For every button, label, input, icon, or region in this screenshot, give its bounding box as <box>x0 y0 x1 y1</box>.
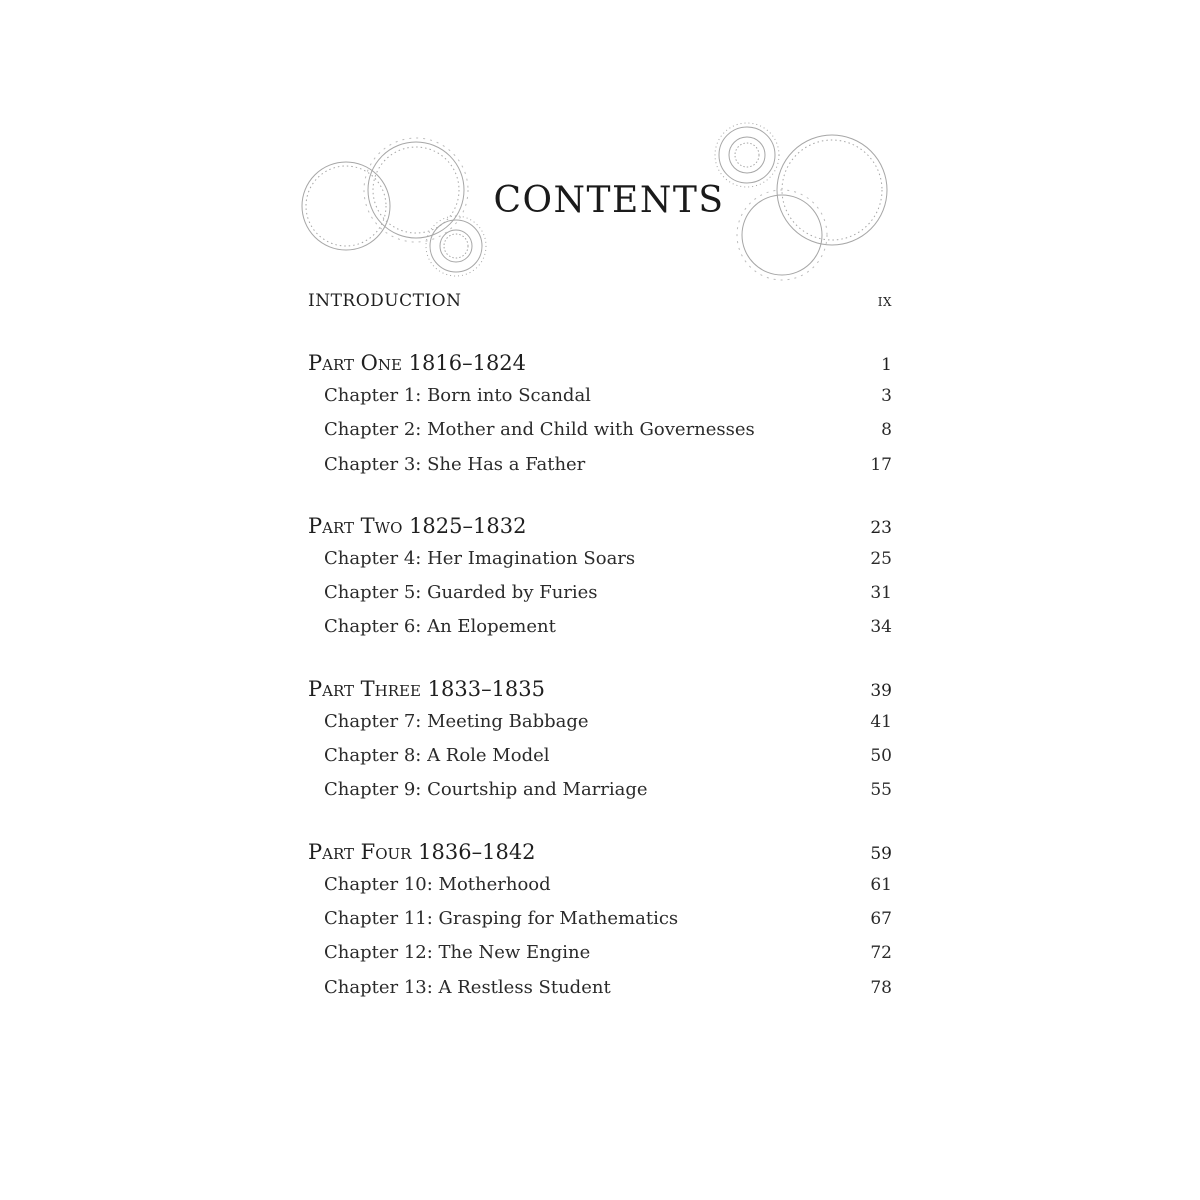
toc-part-row[interactable] <box>308 840 892 874</box>
toc-chapter-row[interactable] <box>308 942 892 976</box>
toc-chapter-row[interactable] <box>308 779 892 813</box>
part-label: Part One 1816–1824 <box>308 351 527 375</box>
toc-chapter-row[interactable] <box>308 711 892 745</box>
toc-part-two <box>308 514 892 651</box>
table-of-contents <box>308 291 892 1011</box>
toc-chapter-row[interactable] <box>308 385 892 419</box>
chapter-page: 55 <box>870 780 892 801</box>
part-page: 1 <box>881 355 892 375</box>
chapter-label: Chapter 3: She Has a Father <box>324 453 586 475</box>
part-label: Part Four 1836–1842 <box>308 839 536 864</box>
toc-chapter-row[interactable] <box>308 616 892 650</box>
toc-chapter-row[interactable] <box>308 977 892 1011</box>
chapter-page: 78 <box>870 977 892 998</box>
toc-part-three <box>308 677 892 814</box>
toc-chapter-row[interactable] <box>308 548 892 582</box>
chapter-label: Chapter 7: Meeting Babbage <box>324 710 589 732</box>
page-title: CONTENTS <box>493 180 725 221</box>
toc-chapter-row[interactable] <box>308 908 892 942</box>
chapter-page: 67 <box>870 908 892 929</box>
chapter-label: Chapter 6: An Elopement <box>324 616 556 638</box>
toc-part-one <box>308 351 892 488</box>
part-label: Part Three 1833–1835 <box>308 676 546 701</box>
chapter-label: Chapter 4: Her Imagination Soars <box>324 547 636 569</box>
chapter-page: 8 <box>881 420 892 441</box>
toc-chapter-row[interactable] <box>308 874 892 908</box>
chapter-label: Chapter 5: Guarded by Furies <box>324 582 598 604</box>
toc-part-row[interactable] <box>308 677 892 711</box>
toc-introduction-label: INTRODUCTION <box>308 291 462 311</box>
toc-chapter-row[interactable] <box>308 419 892 453</box>
toc-part-row[interactable] <box>308 351 892 385</box>
chapter-label: Chapter 8: A Role Model <box>324 745 550 767</box>
toc-part-row[interactable] <box>308 514 892 548</box>
chapter-label: Chapter 13: A Restless Student <box>324 976 611 998</box>
chapter-page: 72 <box>870 943 892 964</box>
chapter-label: Chapter 10: Motherhood <box>324 873 551 895</box>
part-label: Part Two 1825–1832 <box>308 513 527 538</box>
chapter-page: 3 <box>881 386 892 406</box>
chapter-page: 31 <box>870 583 892 604</box>
toc-introduction-row[interactable] <box>308 291 892 325</box>
part-page: 23 <box>870 517 892 538</box>
chapter-page: 25 <box>870 548 892 569</box>
chapter-page: 50 <box>870 746 892 767</box>
chapter-page: 41 <box>870 711 892 732</box>
part-page: 59 <box>870 843 892 864</box>
toc-chapter-row[interactable] <box>308 582 892 616</box>
chapter-page: 61 <box>870 874 892 895</box>
chapter-label: Chapter 11: Grasping for Mathematics <box>324 907 679 929</box>
chapter-page: 17 <box>870 454 892 475</box>
toc-chapter-row[interactable] <box>308 745 892 779</box>
chapter-label: Chapter 2: Mother and Child with Governesses <box>324 419 755 441</box>
chapter-label: Chapter 1: Born into Scandal <box>324 385 591 406</box>
toc-part-four <box>308 840 892 1011</box>
chapter-label: Chapter 9: Courtship and Marriage <box>324 779 648 801</box>
toc-chapter-row[interactable] <box>308 454 892 488</box>
toc-introduction-page: ix <box>877 291 892 311</box>
chapter-page: 34 <box>870 617 892 638</box>
chapter-label: Chapter 12: The New Engine <box>324 942 591 964</box>
part-page: 39 <box>870 680 892 701</box>
